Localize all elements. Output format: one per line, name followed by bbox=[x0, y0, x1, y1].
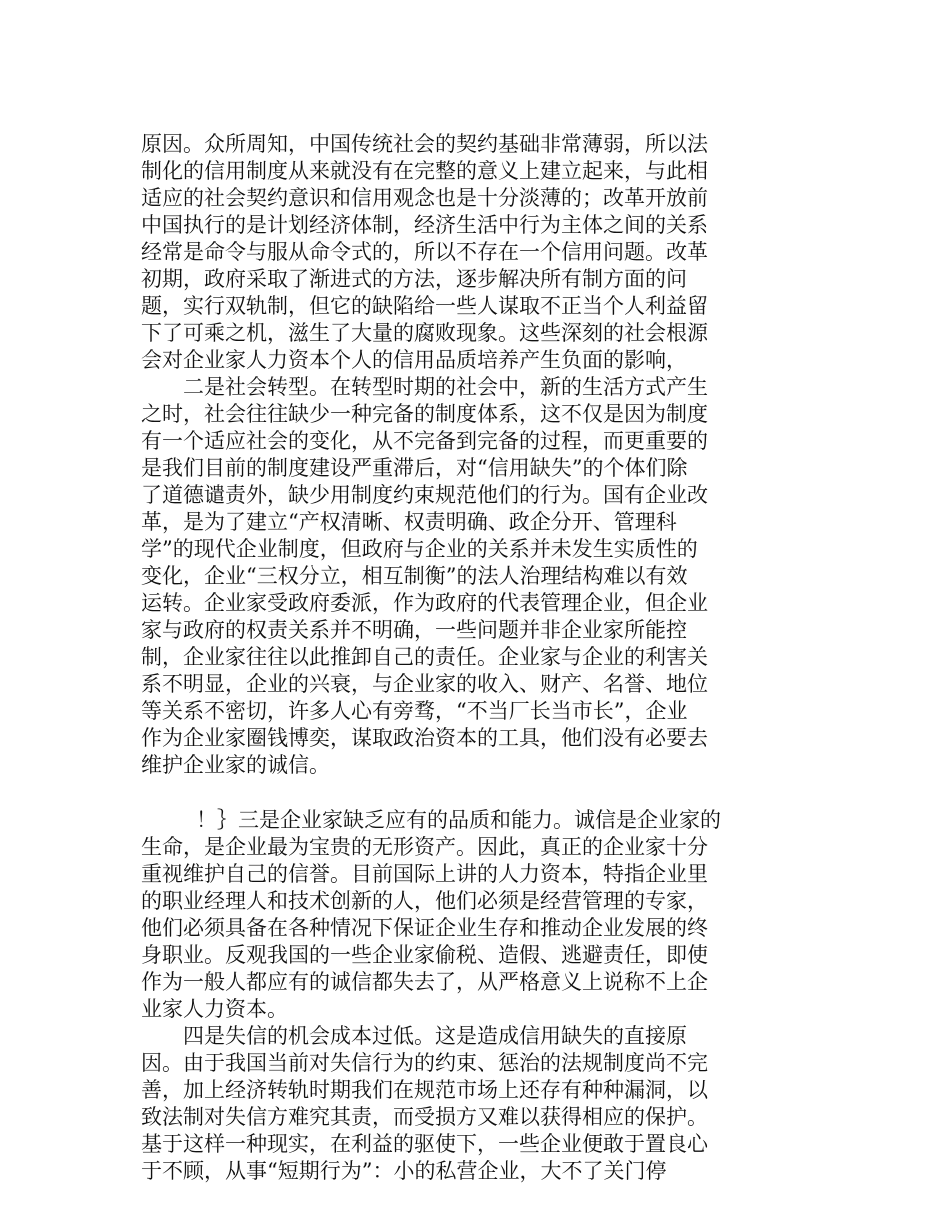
text-line: 业家人力资本。 bbox=[141, 997, 288, 1021]
text-line: 题，实行双轨制，但它的缺陷给一些人谋取不正当个人利益留 bbox=[141, 294, 708, 318]
text-line: 之时，社会往往缺少一种完备的制度体系，这不仅是因为制度 bbox=[141, 402, 708, 426]
text-line: 因。由于我国当前对失信行为的约束、惩治的法规制度尚不完 bbox=[141, 1051, 708, 1075]
text-line: 制，企业家往往以此推卸自己的责任。企业家与企业的利害关 bbox=[141, 645, 708, 669]
text-line: 适应的社会契约意识和信用观念也是十分淡薄的；改革开放前 bbox=[141, 186, 708, 210]
text-line: 变化，企业“三权分立，相互制衡”的法人治理结构难以有效 bbox=[141, 564, 688, 588]
paragraph-first-line: 二是社会转型。在转型时期的社会中，新的生活方式产生 bbox=[183, 375, 708, 399]
text-line: 经常是命令与服从命令式的，所以不存在一个信用问题。改革 bbox=[141, 240, 708, 264]
text-line: 作为一般人都应有的诚信都失去了，从严格意义上说称不上企 bbox=[141, 970, 708, 994]
text-line: 初期，政府采取了渐进式的方法，逐步解决所有制方面的问 bbox=[141, 267, 687, 291]
text-line: 善，加上经济转轨时期我们在规范市场上还存有种种漏洞，以 bbox=[141, 1078, 708, 1102]
text-line: 重视维护自己的信誉。目前国际上讲的人力资本，特指企业里 bbox=[141, 862, 708, 886]
text-line: 学”的现代企业制度，但政府与企业的关系并未发生实质性的 bbox=[141, 537, 698, 561]
text-line: 他们必须具备在各种情况下保证企业生存和推动企业发展的终 bbox=[141, 916, 708, 940]
text-line: 下了可乘之机，滋生了大量的腐败现象。这些深刻的社会根源 bbox=[141, 321, 708, 345]
text-line: 维护企业家的诚信。 bbox=[141, 753, 330, 777]
text-line: 运转。企业家受政府委派，作为政府的代表管理企业，但企业 bbox=[141, 591, 708, 615]
text-line: 致法制对失信方难究其责，而受损方又难以获得相应的保护。 bbox=[141, 1105, 708, 1129]
text-line: 家与政府的权责关系并不明确，一些问题并非企业家所能控 bbox=[141, 618, 687, 642]
text-line: 革，是为了建立“产权清晰、权责明确、政企分开、管理科 bbox=[141, 510, 677, 534]
text-line: 身职业。反观我国的一些企业家偷税、造假、逃避责任，即使 bbox=[141, 943, 708, 967]
text-line: 的职业经理人和技术创新的人，他们必须是经营管理的专家， bbox=[141, 889, 708, 913]
text-line: 是我们目前的制度建设严重滞后，对“信用缺失”的个体们除 bbox=[141, 456, 688, 480]
text-line: 制化的信用制度从来就没有在完整的意义上建立起来，与此相 bbox=[141, 159, 708, 183]
text-line: 原因。众所周知，中国传统社会的契约基础非常薄弱，所以法 bbox=[141, 132, 708, 156]
text-line: 生命，是企业最为宝贵的无形资产。因此，真正的企业家十分 bbox=[141, 835, 708, 859]
text-line: 有一个适应社会的变化，从不完备到完备的过程，而更重要的 bbox=[141, 429, 708, 453]
text-line: 于不顾，从事“短期行为”：小的私营企业，大不了关门停 bbox=[141, 1159, 667, 1183]
paragraph-first-line: 四是失信的机会成本过低。这是造成信用缺失的直接原 bbox=[183, 1024, 687, 1048]
text-line: 系不明显，企业的兴衰，与企业家的收入、财产、名誉、地位 bbox=[141, 672, 708, 696]
text-line: 中国执行的是计划经济体制，经济生活中行为主体之间的关系 bbox=[141, 213, 708, 237]
text-line: 作为企业家圈钱博奕，谋取政治资本的工具，他们没有必要去 bbox=[141, 726, 708, 750]
paragraph-first-line: ！｝三是企业家缺乏应有的品质和能力。诚信是企业家的 bbox=[196, 808, 721, 832]
text-line: 基于这样一种现实，在利益的驱使下，一些企业便敢于置良心 bbox=[141, 1132, 708, 1156]
text-line: 了道德谴责外，缺少用制度约束规范他们的行为。国有企业改 bbox=[141, 483, 708, 507]
text-line: 等关系不密切，许多人心有旁骛，“不当厂长当市长”，企业 bbox=[141, 699, 688, 723]
text-line: 会对企业家人力资本个人的信用品质培养产生负面的影响， bbox=[141, 348, 687, 372]
